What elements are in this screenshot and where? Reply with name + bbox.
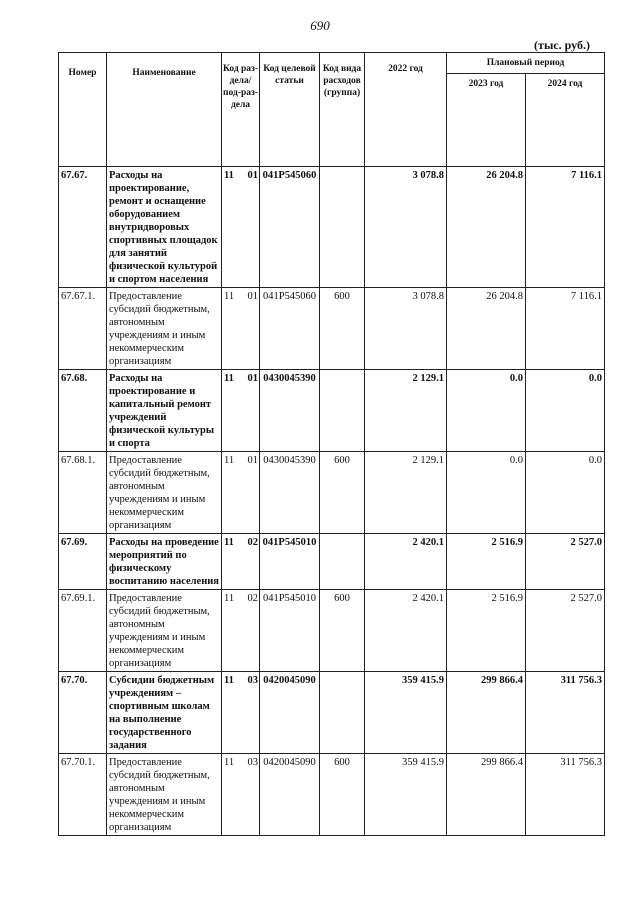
- row-expense-type: [320, 370, 365, 452]
- row-target: 0430045390: [260, 452, 320, 534]
- header-target: Код целевой статьи: [260, 53, 320, 167]
- row-2022: 359 415.9: [365, 754, 447, 836]
- row-number: 67.67.: [59, 167, 107, 288]
- row-target: 041P545060: [260, 167, 320, 288]
- row-section: 11 02: [222, 590, 260, 672]
- row-section: 11 03: [222, 754, 260, 836]
- table-row: [59, 672, 605, 754]
- row-2024: 7 116.1: [526, 167, 605, 288]
- row-2024: 2 527.0: [526, 534, 605, 590]
- header-name: Наименование: [107, 53, 222, 167]
- table-row: [59, 288, 605, 370]
- row-number: 67.69.1.: [59, 590, 107, 672]
- row-name: Субсидии бюджетным учреждениям – спортивным школам на выполнение государственного задания: [107, 672, 222, 754]
- header-expense-type: Код вида расходов (группа): [320, 53, 365, 167]
- budget-table: [58, 52, 605, 836]
- page-number: 690: [310, 18, 330, 33]
- row-2024: 311 756.3: [526, 672, 605, 754]
- row-2022: 359 415.9: [365, 672, 447, 754]
- row-name: Предоставление субсидий бюджетным, автономным учреждениям и иным некоммерческим организациям: [107, 590, 222, 672]
- row-2024: 311 756.3: [526, 754, 605, 836]
- row-expense-type: 600: [320, 590, 365, 672]
- header-number: Номер: [59, 53, 107, 167]
- row-expense-type: 600: [320, 288, 365, 370]
- table-row: [59, 754, 605, 836]
- row-number: 67.70.1.: [59, 754, 107, 836]
- table-row: [59, 590, 605, 672]
- row-section: 11 01: [222, 452, 260, 534]
- row-name: Расходы на проведение мероприятий по физическому воспитанию населения: [107, 534, 222, 590]
- row-section: 11 01: [222, 288, 260, 370]
- header-section: Код раз-дела/ под-раз-дела: [222, 53, 260, 167]
- row-2023: 0.0: [447, 452, 526, 534]
- row-target: 041P545010: [260, 590, 320, 672]
- row-name: Расходы на проектирование, ремонт и оснащение оборудованием внутридворовых спортивных площадок для занятий физической культурой и спортом населения: [107, 167, 222, 288]
- header-year-2022: 2022 год: [365, 53, 447, 167]
- table-row: [59, 167, 605, 288]
- row-2023: 26 204.8: [447, 288, 526, 370]
- row-expense-type: [320, 534, 365, 590]
- table-row: [59, 534, 605, 590]
- row-2022: 3 078.8: [365, 167, 447, 288]
- header-plan-period: Плановый период: [447, 53, 605, 74]
- row-target: 0420045090: [260, 754, 320, 836]
- row-2022: 2 420.1: [365, 534, 447, 590]
- row-2024: 2 527.0: [526, 590, 605, 672]
- row-2024: 7 116.1: [526, 288, 605, 370]
- header-year-2023: 2023 год: [447, 74, 526, 167]
- row-2023: 2 516.9: [447, 590, 526, 672]
- row-section: 11 01: [222, 370, 260, 452]
- table-body: [59, 167, 605, 836]
- row-number: 67.69.: [59, 534, 107, 590]
- table-row: [59, 370, 605, 452]
- row-2022: 2 129.1: [365, 370, 447, 452]
- row-target: 041P545060: [260, 288, 320, 370]
- header-year-2024: 2024 год: [526, 74, 605, 167]
- row-2022: 2 420.1: [365, 590, 447, 672]
- row-name: Предоставление субсидий бюджетным, автономным учреждениям и иным некоммерческим организациям: [107, 452, 222, 534]
- row-2023: 299 866.4: [447, 672, 526, 754]
- row-expense-type: [320, 167, 365, 288]
- row-expense-type: [320, 672, 365, 754]
- table-row: [59, 452, 605, 534]
- row-2023: 0.0: [447, 370, 526, 452]
- row-expense-type: 600: [320, 754, 365, 836]
- row-number: 67.70.: [59, 672, 107, 754]
- row-target: 041P545010: [260, 534, 320, 590]
- row-section: 11 03: [222, 672, 260, 754]
- row-section: 11 02: [222, 534, 260, 590]
- row-name: Предоставление субсидий бюджетным, автономным учреждениям и иным некоммерческим организациям: [107, 288, 222, 370]
- row-target: 0420045090: [260, 672, 320, 754]
- row-name: Расходы на проектирование и капитальный ремонт учреждений физической культуры и спорта: [107, 370, 222, 452]
- row-2023: 26 204.8: [447, 167, 526, 288]
- row-number: 67.68.1.: [59, 452, 107, 534]
- row-number: 67.67.1.: [59, 288, 107, 370]
- row-section: 11 01: [222, 167, 260, 288]
- row-number: 67.68.: [59, 370, 107, 452]
- row-2023: 2 516.9: [447, 534, 526, 590]
- row-2022: 2 129.1: [365, 452, 447, 534]
- row-2024: 0.0: [526, 452, 605, 534]
- units-label: (тыс. руб.): [534, 38, 590, 52]
- row-expense-type: 600: [320, 452, 365, 534]
- row-2024: 0.0: [526, 370, 605, 452]
- row-2023: 299 866.4: [447, 754, 526, 836]
- row-2022: 3 078.8: [365, 288, 447, 370]
- row-target: 0430045390: [260, 370, 320, 452]
- row-name: Предоставление субсидий бюджетным, автономным учреждениям и иным некоммерческим организациям: [107, 754, 222, 836]
